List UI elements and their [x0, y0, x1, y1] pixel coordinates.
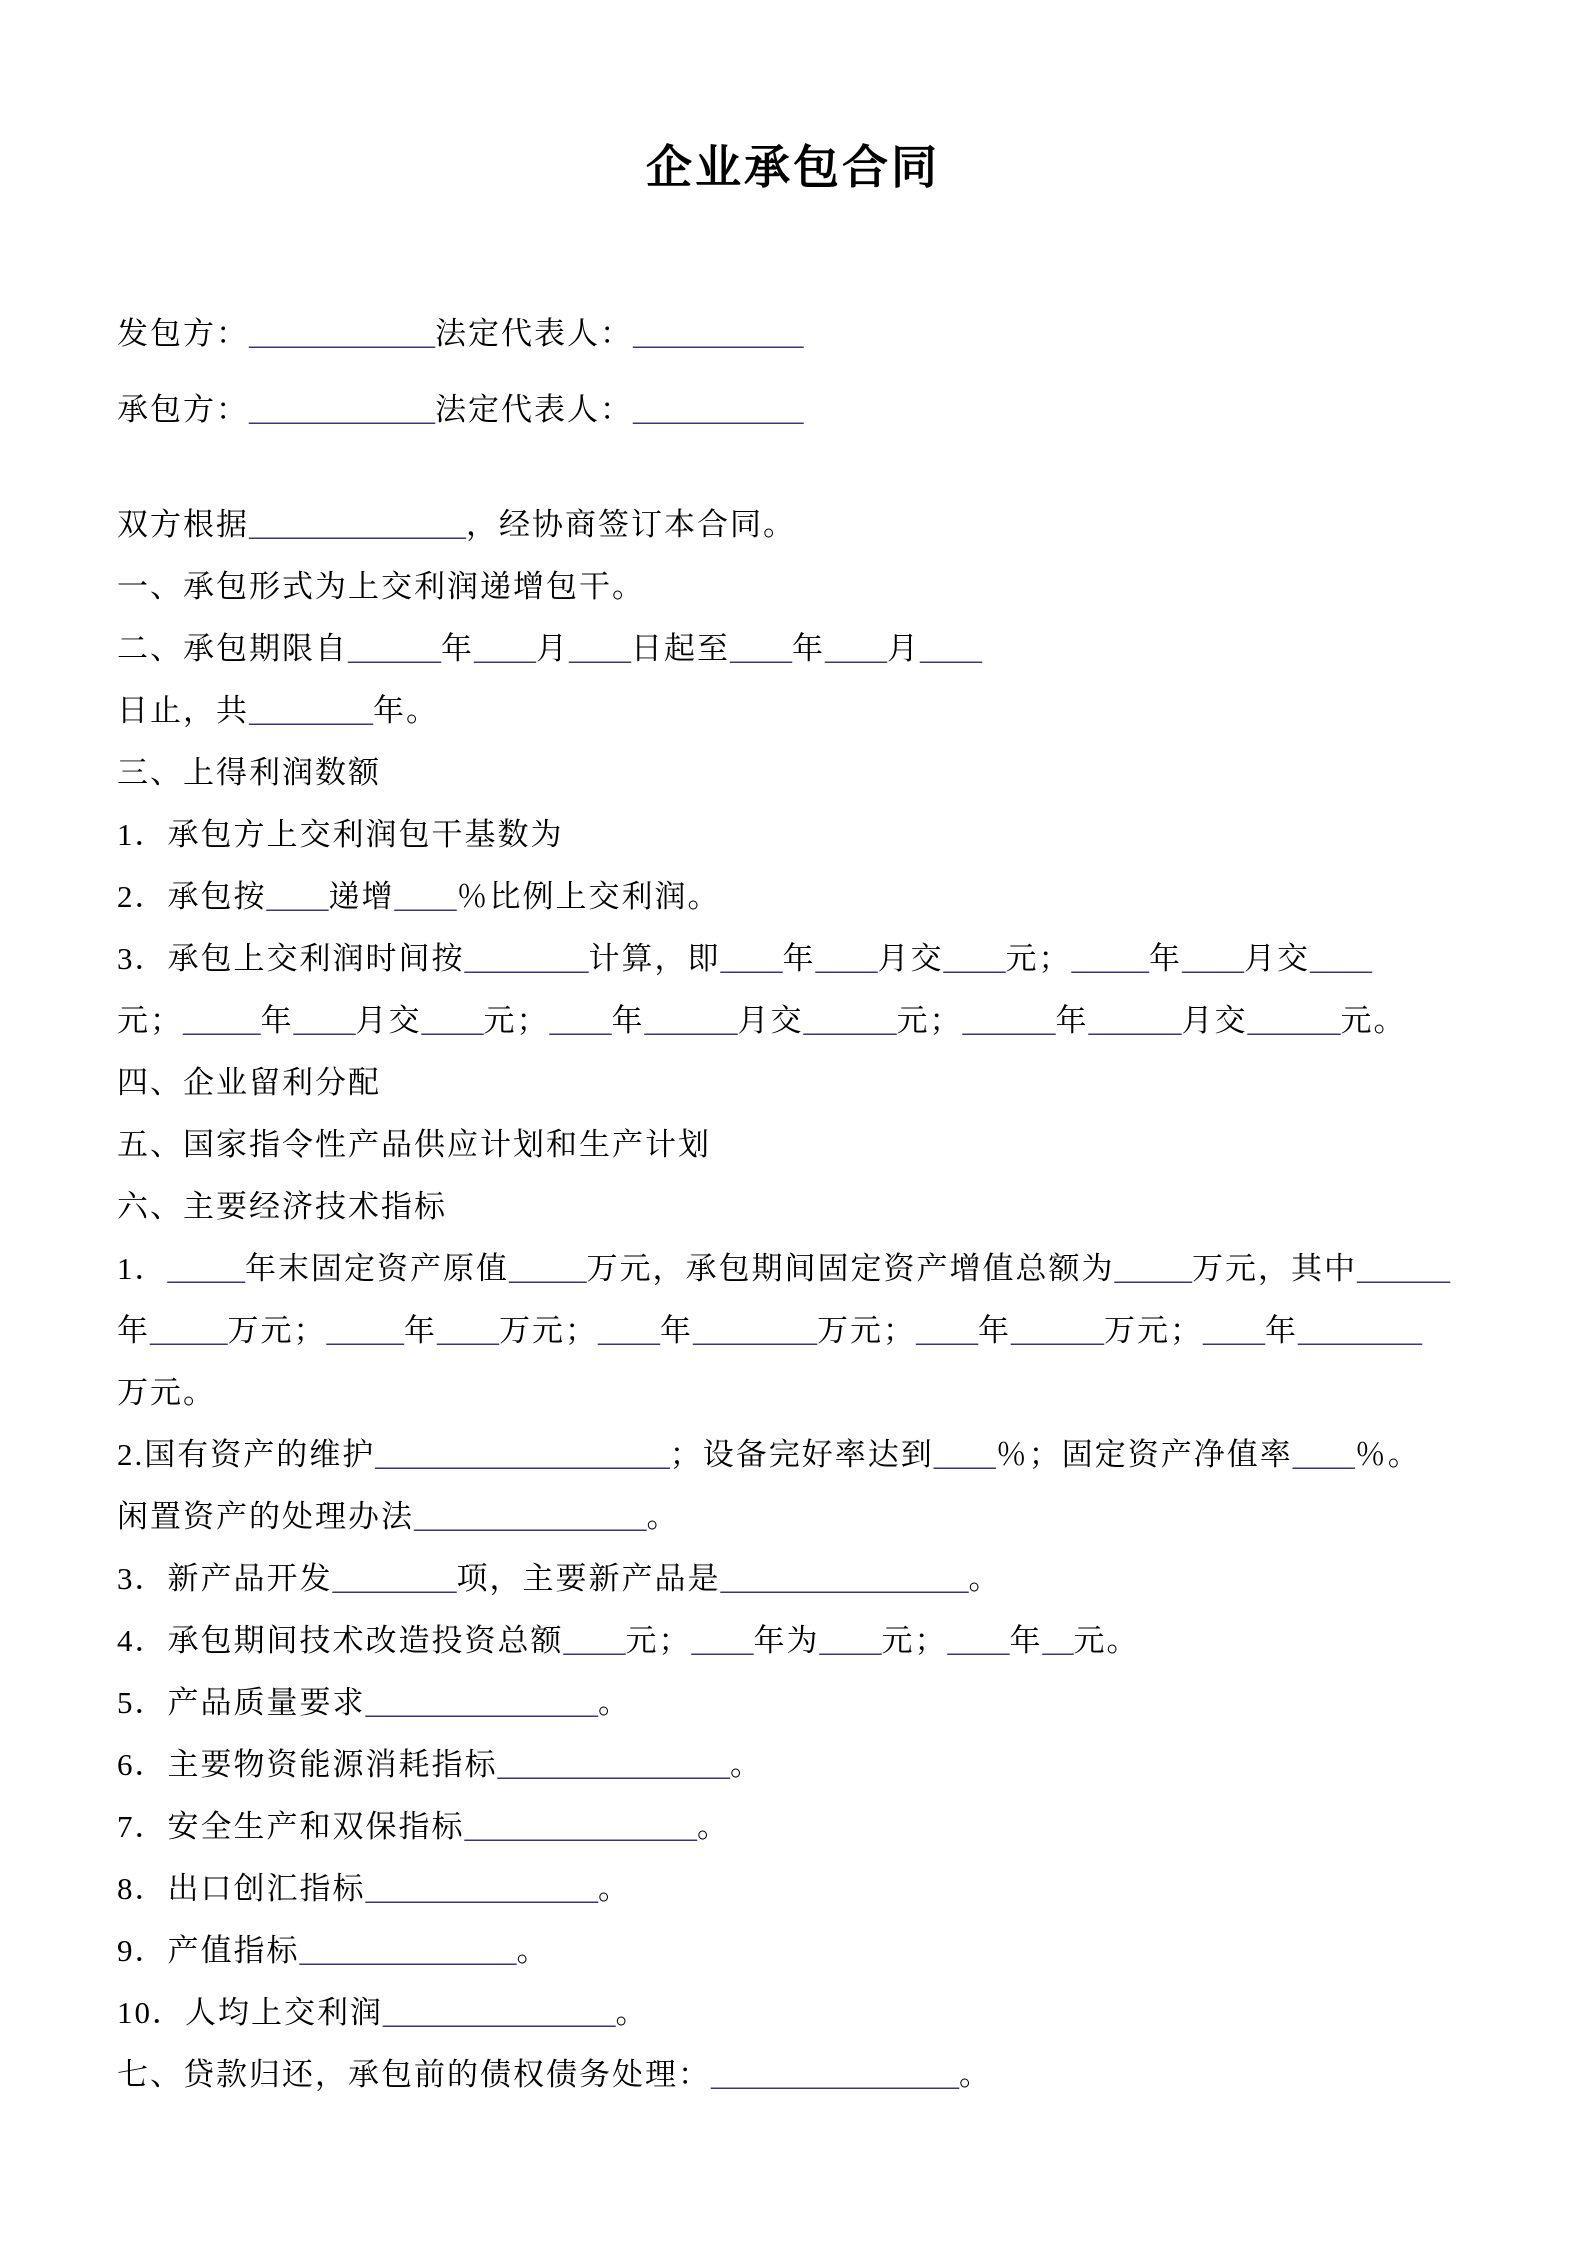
text-segment: 元； [483, 1003, 550, 1038]
blank-field: ________ [693, 1313, 817, 1348]
text-segment: 万元，承包期间固定资产增值总额为 [586, 1251, 1115, 1286]
blank-field: __ [1042, 1623, 1074, 1658]
blank-field: ____ [563, 1623, 626, 1658]
text-segment: 8．出口创汇指标 [117, 1871, 366, 1906]
blank-field: ______ [962, 1003, 1056, 1038]
contract-line [117, 1982, 1476, 2044]
text-segment: ，经协商签订本合同。 [466, 507, 796, 542]
blank-field: ________ [1298, 1313, 1422, 1348]
blank-field: ____ [720, 941, 783, 976]
blank-field: ____ [549, 1003, 612, 1038]
text-segment: 。 [697, 1809, 730, 1844]
text-segment: 年 [611, 1003, 645, 1038]
blank-field: ______________ [299, 1933, 517, 1968]
blank-field: ______ [1011, 1313, 1104, 1348]
blank-field: ____ [1203, 1313, 1265, 1348]
text-segment: 9．产值指标 [117, 1933, 300, 1968]
text-segment: 万元； [1104, 1313, 1203, 1348]
blank-field: ____ [920, 631, 982, 666]
text-segment: 。 [516, 1933, 550, 1968]
blank-field: ____ [943, 941, 1006, 976]
contract-line [117, 1610, 1476, 1672]
blank-field: ____________ [249, 316, 435, 351]
text-segment: ％。 [1354, 1437, 1421, 1472]
text-segment: 万元。 [117, 1375, 216, 1410]
contract-line [117, 1362, 1476, 1424]
text-segment: 年 [782, 941, 816, 976]
text-segment: 。 [598, 1685, 631, 1720]
blank-field: ______ [1247, 1003, 1341, 1038]
text-segment: ；设备完好率达到 [669, 1437, 934, 1472]
text-segment: 10．人均上交利润 [117, 1995, 383, 2030]
blank-field: ____ [933, 1437, 996, 1472]
contract-line [117, 494, 1476, 556]
text-segment: 年。 [373, 693, 439, 728]
blank-field: _______________ [464, 1809, 697, 1844]
blank-field: ______________ [249, 507, 466, 542]
contract-line [117, 556, 1476, 618]
text-segment: 年 [1009, 1623, 1043, 1658]
text-segment: 年 [1149, 941, 1182, 976]
blank-field: ____ [293, 1003, 356, 1038]
contract-body [117, 494, 1476, 2106]
blank-field: ___________ [633, 316, 804, 351]
blank-field: ____ [819, 1623, 882, 1658]
text-segment: 元； [117, 1003, 183, 1038]
contract-line [117, 1424, 1476, 1486]
blank-field: ________ [464, 941, 589, 976]
contract-line [117, 1796, 1476, 1858]
text-segment: 元； [881, 1623, 948, 1658]
blank-field: ___________________ [375, 1437, 670, 1472]
text-segment: 月交 [1244, 941, 1310, 976]
text-segment: 七、贷款归还，承包前的债权债务处理： [117, 2057, 711, 2092]
text-segment: 2．承包按 [117, 879, 267, 914]
blank-field: ________ [249, 693, 373, 728]
text-segment: 元。 [1340, 1003, 1407, 1038]
blank-field: ____ [947, 1623, 1010, 1658]
blank-field: ____ [266, 879, 329, 914]
text-segment: 万元； [499, 1313, 598, 1348]
text-segment: 年 [660, 1313, 693, 1348]
contract-line [117, 1300, 1476, 1362]
blank-field: ____ [730, 631, 792, 666]
contract-line [117, 742, 1476, 804]
text-segment: 年 [117, 1313, 150, 1348]
text-segment: 六、主要经济技术指标 [117, 1189, 447, 1224]
contract-line [117, 1672, 1476, 1734]
contract-line [117, 1238, 1476, 1300]
blank-field: _______________ [365, 1685, 598, 1720]
contract-line [117, 1176, 1476, 1238]
blank-field: ____ [474, 631, 536, 666]
text-segment: 三、上得利润数额 [117, 755, 381, 790]
blank-field: ____________ [249, 392, 435, 427]
text-segment: ％比例上交利润。 [456, 879, 721, 914]
blank-field: _______________ [383, 1995, 616, 2030]
blank-field: ____ [691, 1623, 754, 1658]
text-segment: 元； [625, 1623, 692, 1658]
parties-section [117, 296, 1471, 448]
blank-field: _____ [509, 1251, 587, 1286]
text-segment: 。 [959, 2057, 992, 2092]
text-segment: 年 [441, 631, 474, 666]
blank-field: ____ [1310, 941, 1372, 976]
contract-line [117, 1114, 1476, 1176]
blank-field: _____ [167, 1251, 245, 1286]
text-segment: 。 [598, 1871, 631, 1906]
contract-line [117, 1486, 1476, 1548]
text-segment: 月交 [737, 1003, 804, 1038]
text-segment: 一、承包形式为上交利润递增包干。 [117, 569, 645, 604]
text-segment: 计算，即 [588, 941, 721, 976]
text-segment: 。 [646, 1499, 680, 1534]
text-segment: 月交 [355, 1003, 422, 1038]
blank-field: ________ [332, 1561, 457, 1596]
text-segment: 1．承包方上交利润包干基数为 [117, 817, 564, 852]
text-segment: 年 [404, 1313, 437, 1348]
blank-field: _____ [326, 1313, 404, 1348]
blank-field: ____ [916, 1313, 978, 1348]
text-segment: 年 [1265, 1313, 1298, 1348]
text-segment: 6．主要物资能源消耗指标 [117, 1747, 498, 1782]
text-segment: 日起至 [631, 631, 730, 666]
text-segment: 二、承包期限自 [117, 631, 348, 666]
text-segment: 发包方： [117, 316, 249, 351]
text-segment: 年 [260, 1003, 294, 1038]
text-segment: 1． [117, 1251, 168, 1286]
blank-field: ____ [421, 1003, 484, 1038]
text-segment: 五、国家指令性产品供应计划和生产计划 [117, 1127, 711, 1162]
text-segment: 。 [968, 1561, 1002, 1596]
text-segment: 年为 [753, 1623, 820, 1658]
blank-field: ____ [1182, 941, 1244, 976]
contract-line [117, 1920, 1476, 1982]
blank-field: _______________ [414, 1499, 647, 1534]
contract-line [117, 990, 1476, 1052]
text-segment: 3．新产品开发 [117, 1561, 333, 1596]
text-segment: 。 [730, 1747, 763, 1782]
text-segment: 法定代表人： [435, 392, 633, 427]
party-line [117, 296, 1471, 372]
blank-field: _______________ [497, 1747, 730, 1782]
blank-field: _____ [150, 1313, 228, 1348]
blank-field: ____ [825, 631, 887, 666]
blank-field: ______ [348, 631, 441, 666]
text-segment: 7．安全生产和双保指标 [117, 1809, 465, 1844]
blank-field: ____ [1292, 1437, 1355, 1472]
blank-field: ______ [803, 1003, 897, 1038]
text-segment: ％；固定资产净值率 [995, 1437, 1293, 1472]
blank-field: ____ [598, 1313, 660, 1348]
blank-field: ______ [1088, 1003, 1182, 1038]
blank-field: ________________ [711, 2057, 959, 2092]
contract-line [117, 1858, 1476, 1920]
blank-field: ______ [644, 1003, 738, 1038]
text-segment: 月 [536, 631, 569, 666]
text-segment: 4．承包期间技术改造投资总额 [117, 1623, 564, 1658]
text-segment: 四、企业留利分配 [117, 1065, 381, 1100]
blank-field: ____ [815, 941, 878, 976]
text-segment: 万元，其中 [1192, 1251, 1357, 1286]
text-segment: 双方根据 [117, 507, 249, 542]
contract-line [117, 680, 1476, 742]
blank-field: ______ [1357, 1251, 1450, 1286]
blank-field: _____ [183, 1003, 261, 1038]
contract-line [117, 2044, 1476, 2106]
text-segment: 万元； [227, 1313, 327, 1348]
text-segment: 递增 [328, 879, 395, 914]
text-segment: 元； [896, 1003, 963, 1038]
blank-field: _____ [1114, 1251, 1192, 1286]
text-segment: 3．承包上交利润时间按 [117, 941, 465, 976]
text-segment: 法定代表人： [435, 316, 633, 351]
text-segment: 。 [615, 1995, 649, 2030]
blank-field: ___________ [633, 392, 804, 427]
contract-line [117, 928, 1476, 990]
blank-field: _______________ [365, 1871, 598, 1906]
text-segment: 闲置资产的处理办法 [117, 1499, 414, 1534]
blank-field: ____ [569, 631, 631, 666]
text-segment: 5．产品质量要求 [117, 1685, 366, 1720]
contract-line [117, 1548, 1476, 1610]
contract-line [117, 1052, 1476, 1114]
text-segment: 元。 [1073, 1623, 1140, 1658]
blank-field: ________________ [720, 1561, 969, 1596]
blank-field: ____ [394, 879, 457, 914]
document-title: 企业承包合同 [646, 142, 940, 193]
text-segment: 月交 [877, 941, 944, 976]
text-segment: 日止，共 [117, 693, 249, 728]
contract-line [117, 804, 1476, 866]
text-segment: 2.国有资产的维护 [117, 1437, 376, 1472]
text-segment: 年末固定资产原值 [245, 1251, 509, 1286]
contract-line [117, 1734, 1476, 1796]
blank-field: _____ [1071, 941, 1149, 976]
text-segment: 万元； [817, 1313, 916, 1348]
text-segment: 月 [887, 631, 920, 666]
contract-line [117, 866, 1476, 928]
blank-field: ____ [437, 1313, 499, 1348]
text-segment: 承包方： [117, 392, 249, 427]
text-segment: 元； [1005, 941, 1072, 976]
party-line [117, 372, 1471, 448]
text-segment: 月交 [1181, 1003, 1248, 1038]
contract-line [117, 618, 1476, 680]
text-segment: 年 [978, 1313, 1011, 1348]
text-segment: 项，主要新产品是 [456, 1561, 721, 1596]
text-segment: 年 [1055, 1003, 1089, 1038]
text-segment: 年 [792, 631, 825, 666]
